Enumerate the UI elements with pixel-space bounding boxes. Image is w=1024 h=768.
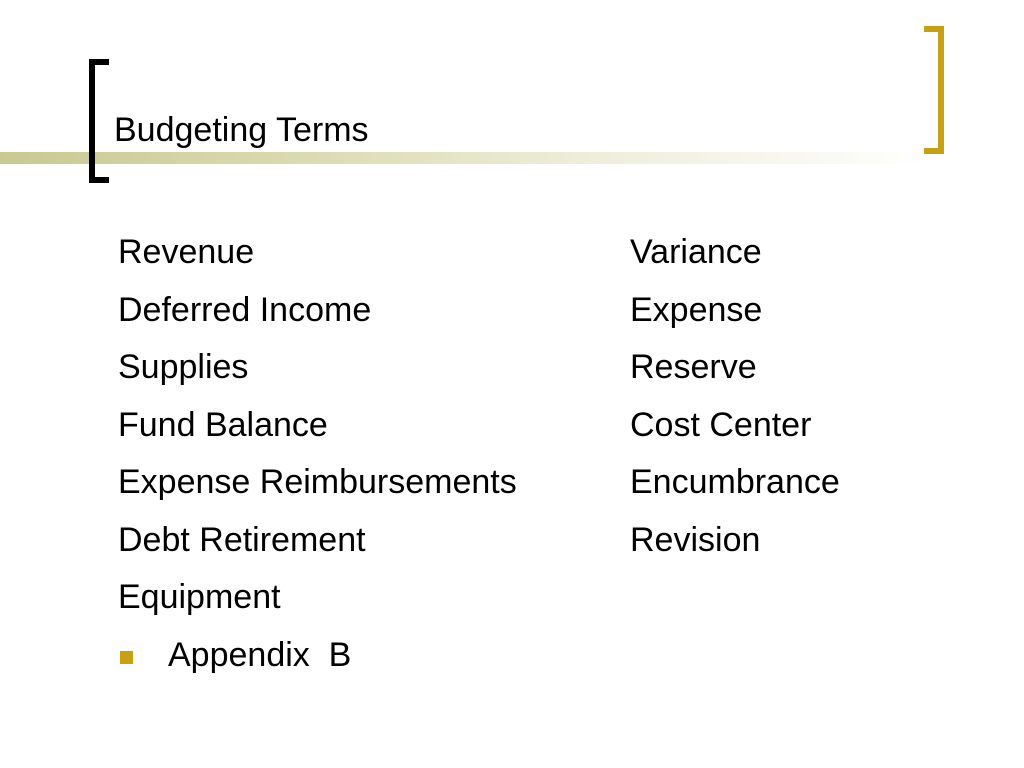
title-underline-rule bbox=[0, 152, 930, 164]
list-item: Reserve bbox=[630, 348, 757, 386]
list-item: Deferred Income bbox=[118, 290, 372, 329]
list-item: Fund Balance bbox=[118, 405, 328, 444]
list-item: Supplies bbox=[118, 348, 249, 386]
right-terms-list bbox=[630, 224, 840, 569]
right-bracket-decoration bbox=[924, 26, 944, 154]
list-item: Revision bbox=[630, 520, 761, 559]
list-item: Expense Reimbursements bbox=[118, 463, 517, 501]
slide-title: Budgeting Terms bbox=[114, 111, 369, 149]
list-item: Debt Retirement bbox=[118, 520, 366, 559]
sub-bullet-label: Appendix B bbox=[168, 635, 352, 674]
list-item: Encumbrance bbox=[630, 463, 840, 501]
list-item: Equipment bbox=[118, 578, 281, 616]
sub-bullet-item bbox=[118, 627, 517, 685]
left-bracket-decoration bbox=[89, 59, 109, 183]
list-item: Revenue bbox=[118, 233, 255, 271]
square-bullet-icon bbox=[120, 651, 133, 664]
list-item: Expense bbox=[630, 290, 763, 329]
list-item: Variance bbox=[630, 233, 762, 271]
left-terms-list bbox=[118, 224, 517, 684]
list-item: Cost Center bbox=[630, 405, 812, 444]
